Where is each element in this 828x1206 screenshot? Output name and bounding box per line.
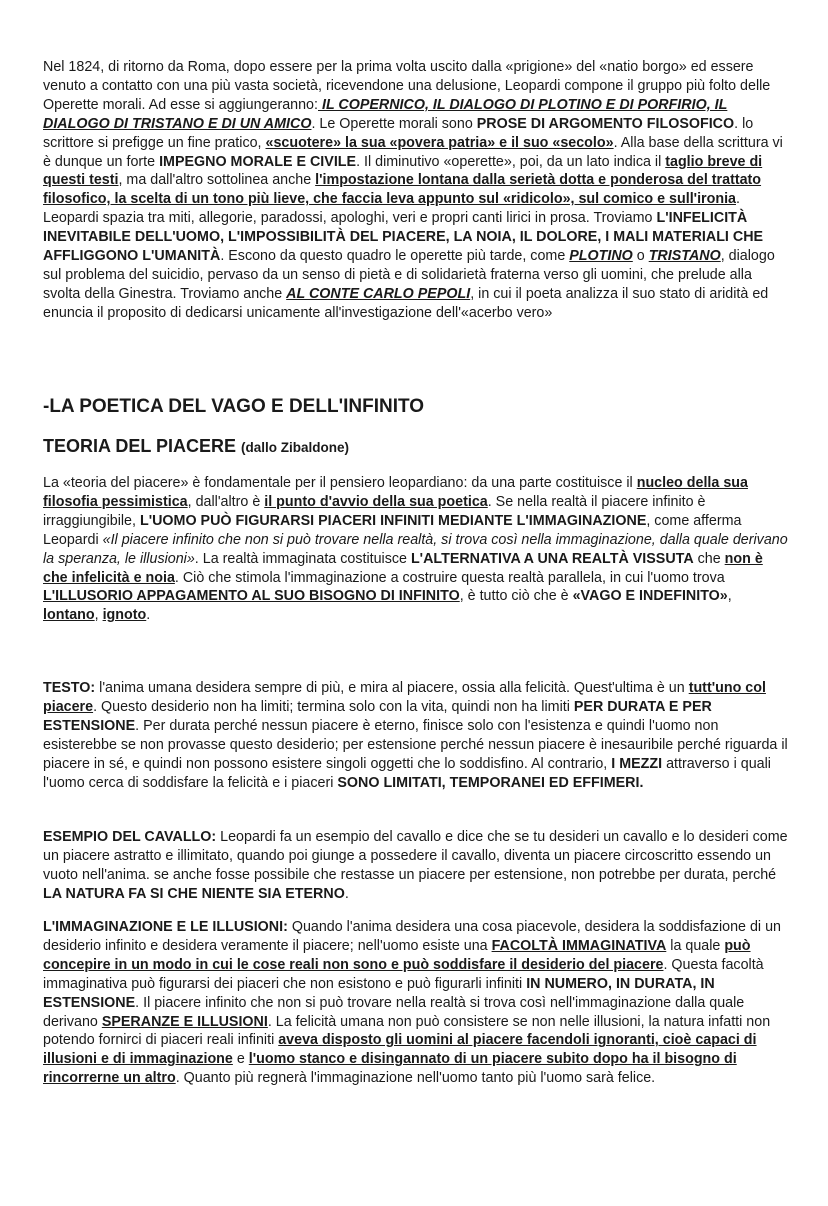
text: . Il diminutivo «operette», poi, da un lato indica il <box>356 153 666 170</box>
text: . lo scrittore si prefigge un fine pratico, <box>43 115 754 151</box>
bold-text: PER DURATA E PER ESTENSIONE <box>43 698 712 734</box>
text: Quando l'anima desidera una cosa piacevole, desidera la soddisfazione di un desiderio infinito e desidera veramente il piacere; nell'uomo esiste una <box>43 919 781 954</box>
text: . <box>146 607 151 624</box>
text: , dall'altro è <box>187 493 265 510</box>
underlined-text: «scuotere» la sua «povera patria» e il suo «secolo» <box>265 134 614 151</box>
underlined-text: l'uomo stanco e disingannato di un piacere subito dopo ha il bisogno di rincorrerne un altro <box>43 1051 737 1087</box>
text: . Se nella realtà il piacere infinito è irraggiungibile, <box>43 493 706 529</box>
text: , <box>94 607 103 624</box>
underlined-text: lontano <box>43 607 95 624</box>
text: che <box>693 550 725 567</box>
text: . La realtà immaginata costituisce <box>194 550 411 567</box>
quote-text: «Il piacere infinito che non si può trovare nella realtà, si trova così nella immaginazione, dalla quale derivano la speranza, le illusioni» <box>43 531 788 567</box>
underlined-text: FACOLTÀ IMMAGINATIVA <box>491 937 667 954</box>
text: . Per durata perché nessun piacere è eterno, finisce solo con l'esistenza e quindi l'uomo non esisterebbe se non provasse questo desiderio; per estensione perché nessun piacere è inesauribile perché riguarda il piacere in sé, e quindi non possono esistere singoli oggetti che lo soddisfino. Al contrario, <box>43 717 788 772</box>
paragraph-label: TESTO: <box>43 680 96 696</box>
text: , <box>727 588 732 605</box>
underlined-text: può concepire in un modo in cui le cose reali non sono e può soddisfare il desiderio del piacere <box>43 937 751 973</box>
bold-text: IMPEGNO MORALE E CIVILE <box>159 153 357 170</box>
bold-text: SONO LIMITATI, TEMPORANEI ED EFFIMERI. <box>337 774 644 791</box>
text: attraverso i quali l'uomo cerca di soddisfare la felicità e i piaceri <box>43 755 771 791</box>
bold-text: IN NUMERO, IN DURATA, IN ESTENSIONE <box>43 975 715 1011</box>
text: Nel 1824, di ritorno da Roma, dopo essere per la prima volta uscito dalla «prigione» del «natio borgo» ed essere venuto a contatto con una più vasta società, ricevendone una delusione, Leopardi compone il gruppo più folto delle Operette morali. Ad esse si aggiungeranno: <box>43 59 771 113</box>
text: . Ciò che stimola l'immaginazione a costruire questa realtà parallela, in cui l'uomo trova <box>174 569 725 586</box>
bold-text: «VAGO E INDEFINITO» <box>572 588 728 605</box>
text: , in cui il poeta analizza il suo stato di aridità ed enuncia il proposito di dedicarsi unicamente all'investigazione dell'«acerbo vero» <box>43 285 769 321</box>
text: . <box>344 885 349 902</box>
underlined-text: nucleo della sua filosofia pessimistica <box>43 475 748 510</box>
text: e <box>232 1051 249 1068</box>
text: o <box>632 248 649 265</box>
underlined-text: ignoto <box>102 607 147 624</box>
text: , come afferma Leopardi <box>43 512 742 548</box>
text: . Alla base della scrittura vi è dunque un forte <box>43 134 783 170</box>
subsection-title: TEORIA DEL PIACERE <box>43 436 237 456</box>
subsection-subtitle: (dallo Zibaldone) <box>241 440 350 455</box>
bold-text: L'INFELICITÀ INEVITABILE DELL'UOMO, L'IMPOSSIBILITÀ DEL PIACERE, LA NOIA, IL DOLORE, I MALI MATERIALI CHE AFFLIGGONO L'UMANITÀ <box>43 210 764 265</box>
text: . Leopardi spazia tra miti, allegorie, paradossi, apologhi, veri e propri canti lirici in prosa. Troviamo <box>43 191 740 227</box>
immaginazione-paragraph <box>43 918 788 1088</box>
emphasis-work: TRISTANO <box>648 248 721 265</box>
testo-paragraph <box>43 679 788 792</box>
text: , ma dall'altro sottolinea anche <box>118 172 316 189</box>
bold-text: PROSE DI ARGOMENTO FILOSOFICO <box>476 115 735 132</box>
text: , dialogo sul problema del suicidio, pervaso da un senso di pietà e di solidarietà fraterna verso gli uomini, che prelude alla svolta della Ginestra. Troviamo anche <box>43 248 775 302</box>
underlined-text: l'impostazione lontana dalla serietà dotta e ponderosa del trattato filosofico, la scelta di un tono più lieve, che faccia leva appunto sul «ridicolo», sul comico e sull'ironia <box>43 172 762 208</box>
text: l'anima umana desidera sempre di più, e mira al piacere, ossia alla felicità. Quest'ultima è un <box>95 680 689 696</box>
text: , è tutto ciò che è <box>459 588 573 605</box>
underlined-text: il punto d'avvio della sua poetica <box>264 493 488 510</box>
text: . Questo desiderio non ha limiti; termina solo con la vita, quindi non ha limiti <box>93 698 574 715</box>
text: . Quanto più regnerà l'immaginazione nell'uomo tanto più l'uomo sarà felice. <box>175 1070 656 1087</box>
emphasis-work: PLOTINO <box>569 248 633 265</box>
theory-paragraph <box>43 474 788 625</box>
text: . Questa facoltà immaginativa può figurarsi dei piaceri che non esistono e può figurarli infiniti <box>43 956 764 992</box>
paragraph-label: L'IMMAGINAZIONE E LE ILLUSIONI: <box>43 919 288 935</box>
text: . La felicità umana non può consistere se non nelle illusioni, la natura infatti non potendo fornirci di piaceri reali infiniti <box>43 1013 771 1049</box>
underlined-text: non è che infelicità e noia <box>43 550 763 586</box>
text: . Le Operette morali sono <box>311 115 477 132</box>
text: . Il piacere infinito che non si può trovare nella realtà si trova così nell'immaginazione dalla quale derivano <box>43 994 745 1030</box>
emphasis-work: AL CONTE CARLO PEPOLI <box>286 285 471 302</box>
text: la quale <box>666 937 725 954</box>
underlined-text: SPERANZE E ILLUSIONI <box>101 1013 268 1030</box>
bold-text: L'ALTERNATIVA A UNA REALTÀ VISSUTA <box>410 550 694 567</box>
text: . Escono da questo quadro le operette più tarde, come <box>220 248 570 265</box>
emphasis-works: IL COPERNICO, IL DIALOGO DI PLOTINO E DI PORFIRIO, IL DIALOGO DI TRISTANO E DI UN AMICO <box>43 96 728 132</box>
underlined-text: L'ILLUSORIO APPAGAMENTO AL SUO BISOGNO DI INFINITO <box>43 588 460 605</box>
intro-paragraph <box>43 58 788 323</box>
underlined-text: aveva disposto gli uomini al piacere facendoli ignoranti, cioè capaci di illusioni e di immaginazione <box>43 1032 757 1068</box>
paragraph-label: ESEMPIO DEL CAVALLO: <box>43 829 217 845</box>
bold-text: I MEZZI <box>611 755 663 772</box>
bold-text: L'UOMO PUÒ FIGURARSI PIACERI INFINITI MEDIANTE L'IMMAGINAZIONE <box>139 512 647 529</box>
text: Leopardi fa un esempio del cavallo e dice che se tu desideri un cavallo e lo desideri come un piacere astratto e illimitato, quando poi giunge a possedere il cavallo, diventa un piacere circoscritto essendo un vuoto nell'anima. se anche fosse possibile che restasse un piacere per estensione, non potrebbe per durata, perché <box>43 829 788 883</box>
text: La «teoria del piacere» è fondamentale per il pensiero leopardiano: da una parte costituisce il <box>43 475 637 491</box>
section-heading: -LA POETICA DEL VAGO E DELL'INFINITO <box>43 396 425 417</box>
cavallo-paragraph <box>43 828 788 904</box>
underlined-text: tutt'uno col piacere <box>43 680 766 715</box>
bold-text: LA NATURA FA SI CHE NIENTE SIA ETERNO <box>43 885 345 902</box>
subsection-heading <box>43 436 349 457</box>
underlined-text: taglio breve di questi testi <box>43 153 763 189</box>
